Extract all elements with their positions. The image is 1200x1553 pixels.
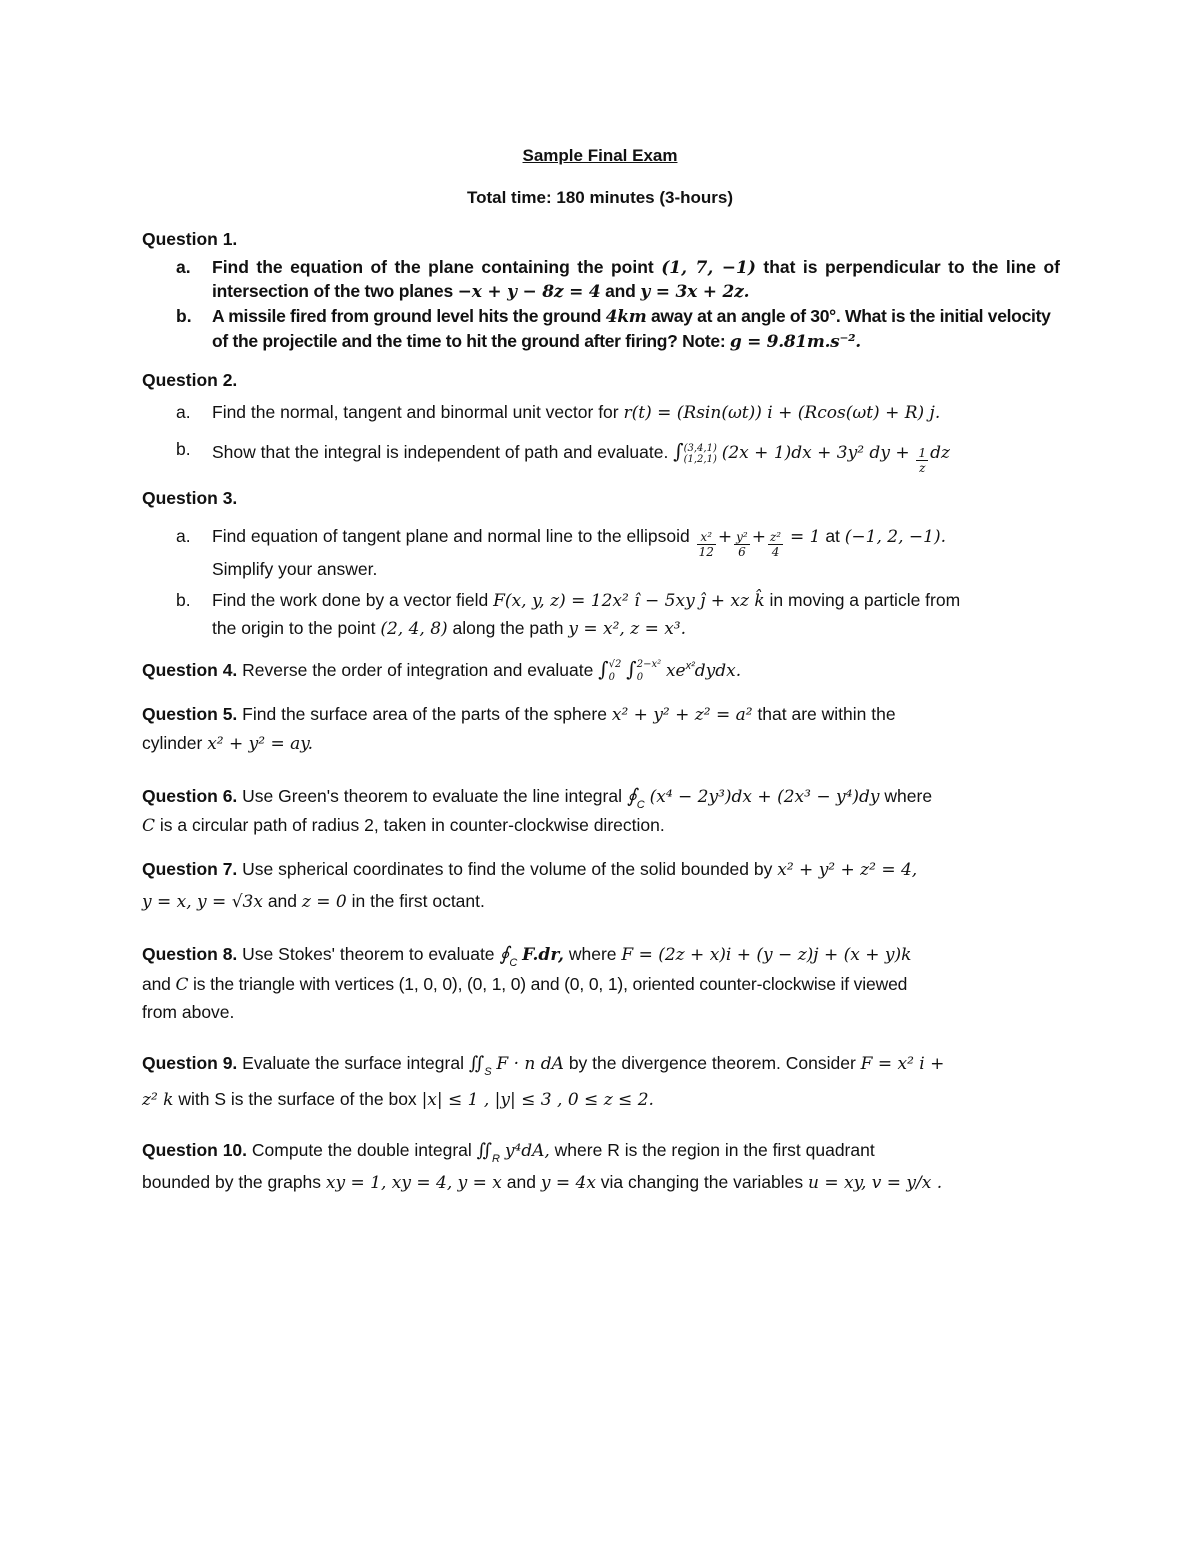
question-5-line1: Question 5. Find the surface area of the parts of the sphere x² + y² + z² = a² that are within the [142, 704, 896, 725]
question-4: Question 4. Reverse the order of integration and evaluate ∫ √2 0 ∫ 2−x² 0 $xe^{x^2}dydx$. [142, 657, 742, 683]
q3-b-line2: the origin to the point (2, 4, 8) along the path y = x², z = x³. [212, 618, 687, 639]
q3-b-line1: Find the work done by a vector field F(x, y, z) = 12x² î − 5xy ĵ + xz k̂ in moving a particle from [212, 590, 961, 611]
question-5-line2: cylinder x² + y² = ay. [142, 733, 313, 754]
q1-b-line2: of the projectile and the time to hit the ground after firing? Note: g = 9.81m.s⁻². [212, 331, 861, 352]
q1-a-marker: a. [176, 257, 191, 277]
question-2-heading: Question 2. [142, 370, 238, 390]
q2-b-marker: b. [176, 439, 191, 459]
question-1-heading: Question 1. [142, 229, 238, 249]
question-8-line1: Question 8. Use Stokes' theorem to evaluate $∮_C$ F.dr, where F = (2z + x)i + (y − z)j + (x + y)k [142, 943, 912, 969]
question-7-line1: Question 7. Use spherical coordinates to find the volume of the solid bounded by x² + y² + z² = 4, [142, 859, 918, 880]
inner-integral-sign: ∫ [626, 657, 637, 681]
integral-sign: ∫ [673, 439, 684, 463]
question-10-line2: bounded by the graphs xy = 1, xy = 4, y = x and y = 4x via changing the variables u = xy, v = y/x . [142, 1172, 943, 1193]
exam-title: Sample Final Exam [522, 146, 678, 165]
question-9-line2: z² k with S is the surface of the box |x| ≤ 1 , |y| ≤ 3 , 0 ≤ z ≤ 2. [142, 1089, 654, 1110]
q3-a-marker: a. [176, 526, 191, 546]
question-7-line2: y = x, y = √3x and z = 0 in the first octant. [142, 891, 485, 912]
q1-b-line1: A missile fired from ground level hits the ground 4km away at an angle of 30°. What is the initial velocity [212, 306, 1051, 327]
outer-integral-sign: ∫ [598, 657, 609, 681]
question-8-line3: from above. [142, 1002, 235, 1022]
q3-b-marker: b. [176, 590, 191, 610]
question-6-line1: Question 6. Use Green's theorem to evaluate the line integral $∮_C$ (x⁴ − 2y³)dx + (2x³ − y⁴)dy where [142, 785, 933, 811]
question-9-line1: Question 9. Evaluate the surface integral $∬_S$ F · n dA by the divergence theorem. Consider F = x² i + [142, 1053, 945, 1078]
q2-b-fraction: $\frac{1}{z}$ [918, 446, 927, 475]
q1-a-line1: Find the equation of the plane containing the point (1, 7, −1) that is perpendicular to the line of [212, 257, 1060, 278]
question-6-line2: C is a circular path of radius 2, taken in counter-clockwise direction. [142, 815, 665, 836]
exam-duration: Total time: 180 minutes (3-hours) [466, 188, 734, 207]
question-10-line1: Question 10. Compute the double integral $∬_R$ y⁴dA, where R is the region in the first quadrant [142, 1140, 875, 1165]
q3-a-line1: Find equation of tangent plane and normal line to the ellipsoid $\frac{\text{x²}}{12}$ + $\frac{\text{y²}}{6}$ + $\frac{\text{z²}}{4}$ = 1 at (−1, 2, −1). [212, 526, 947, 559]
q1-b-marker: b. [176, 306, 192, 326]
question-3-heading: Question 3. [142, 488, 238, 508]
q2-a-line: Find the normal, tangent and binormal unit vector for r(t) = (Rsin(ωt)) i + (Rcos(ωt) + R) j. [212, 402, 941, 423]
q2-a-marker: a. [176, 402, 191, 422]
q3-a-line2: Simplify your answer. [212, 559, 378, 579]
question-8-line2: and C is the triangle with vertices (1, 0, 0), (0, 1, 0) and (0, 0, 1), oriented counter-clockwise if viewed [142, 974, 908, 995]
q2-b-line: Show that the integral is independent of path and evaluate. ∫ (3,4,1) (1,2,1) (2x + 1)dx + 3y² dy + $\frac{1}{z}$ dz [212, 439, 950, 475]
q2-b-limits: (3,4,1) (1,2,1) [683, 443, 717, 465]
q1-a-line2: intersection of the two planes −x + y − 8z = 4 and y = 3x + 2z. [212, 281, 750, 302]
